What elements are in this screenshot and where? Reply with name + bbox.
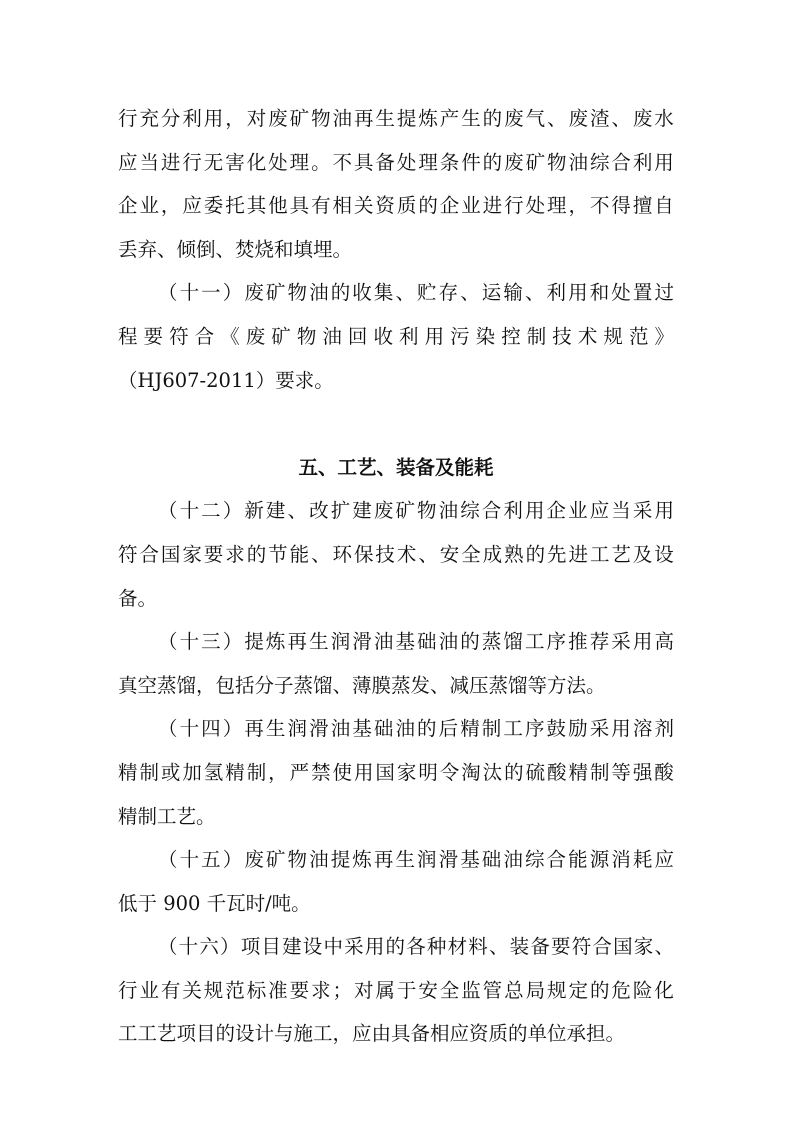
text-line: 行充分利用，对废矿物油再生提炼产生的废气、废渣、废水 <box>118 107 674 130</box>
paragraph-10-continuation <box>118 97 674 271</box>
text-line: （十五）废矿物油提炼再生润滑基础油综合能源消耗应 <box>158 848 674 872</box>
paragraph-12 <box>118 489 674 620</box>
text-line: 符合国家要求的节能、环保技术、安全成熟的先进工艺及设 <box>118 542 674 566</box>
text-line: 工工艺项目的设计与施工，应由具备相应资质的单位承担。 <box>118 1022 626 1046</box>
text-line: 精制工艺。 <box>118 804 216 828</box>
text-line: （十三）提炼再生润滑油基础油的蒸馏工序推荐采用高 <box>158 630 674 654</box>
document-page <box>118 97 674 1056</box>
text-line: 应当进行无害化处理。不具备处理条件的废矿物油综合利用 <box>118 150 674 174</box>
paragraph-14 <box>118 707 674 838</box>
section-heading: 五、工艺、装备及能耗 <box>298 455 494 479</box>
text-line: 精制或加氢精制，严禁使用国家明令淘汰的硫酸精制等强酸 <box>118 760 674 784</box>
text-line: 真空蒸馏，包括分子蒸馏、薄膜蒸发、减压蒸馏等方法。 <box>118 673 606 697</box>
paragraph-13 <box>118 620 674 707</box>
text-line: 丢弃、倾倒、焚烧和填埋。 <box>118 237 353 261</box>
paragraph-15 <box>118 838 674 925</box>
text-line: 备。 <box>118 586 158 610</box>
section-spacer <box>118 402 674 446</box>
text-line: 程要符合《废矿物油回收利用污染控制技术规范》 <box>118 324 674 348</box>
paragraph-11 <box>118 271 674 402</box>
text-line: （十一）废矿物油的收集、贮存、运输、利用和处置过 <box>158 281 674 305</box>
text-line: （十二）新建、改扩建废矿物油综合利用企业应当采用 <box>158 499 674 523</box>
text-line: （HJ607-2011）要求。 <box>118 368 334 392</box>
text-line: （十四）再生润滑油基础油的后精制工序鼓励采用溶剂 <box>158 717 674 741</box>
text-line: （十六）项目建设中采用的各种材料、装备要符合国家、 <box>158 935 674 959</box>
text-line: 低于 900 千瓦时/吨。 <box>118 891 311 915</box>
text-line: 行业有关规范标准要求；对属于安全监管总局规定的危险化 <box>118 978 674 1002</box>
text-line: 企业，应委托其他具有相关资质的企业进行处理，不得擅自 <box>118 194 674 218</box>
paragraph-16 <box>118 925 674 1056</box>
